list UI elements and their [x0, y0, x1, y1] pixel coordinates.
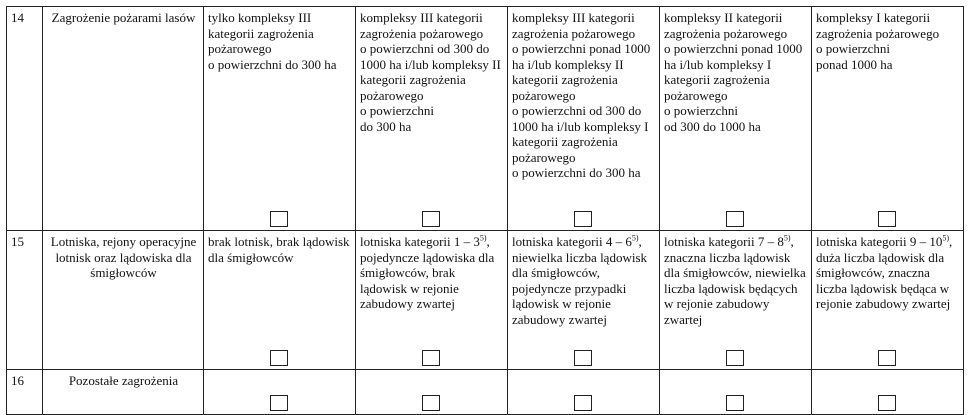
level-cell	[204, 231, 356, 370]
table-row	[7, 231, 964, 370]
level-checkbox[interactable]	[726, 211, 744, 227]
level-checkbox[interactable]	[422, 350, 440, 366]
level-cell	[204, 370, 356, 415]
threat-name: Zagrożenie pożarami lasów	[43, 7, 204, 231]
footnote-ref: 5)	[479, 233, 487, 243]
level-cell	[812, 7, 964, 231]
level-checkbox[interactable]	[878, 350, 896, 366]
level-checkbox[interactable]	[574, 395, 592, 411]
threat-name: Lotniska, rejony operacyjne lotnisk oraz lądowiska dla śmigłowców	[43, 231, 204, 370]
level-cell	[812, 370, 964, 415]
level-description: brak lotnisk, brak lądowisk dla śmigłowców	[208, 234, 350, 265]
level-checkbox[interactable]	[270, 211, 288, 227]
level-description: kompleksy I kategorii zagrożenia pożarowego o powierzchni ponad 1000 ha	[816, 10, 940, 72]
level-cell	[812, 231, 964, 370]
level-checkbox[interactable]	[878, 211, 896, 227]
level-cell	[660, 370, 812, 415]
footnote-ref: 5)	[783, 233, 791, 243]
row-number: 16	[7, 370, 43, 415]
level-description: lotniska kategorii 9 – 10$^{5)}$, duża liczba lądowisk dla śmigłowców, znaczna liczba lądowisk będąca w rejonie zabudowy zwartej	[816, 233, 953, 311]
level-cell	[356, 370, 508, 415]
footnote-ref: 5)	[631, 233, 639, 243]
level-cell	[204, 7, 356, 231]
level-description: tylko kompleksy III kategorii zagrożenia pożarowego o powierzchni do 300 ha	[208, 10, 337, 72]
level-checkbox[interactable]	[574, 211, 592, 227]
level-cell	[508, 370, 660, 415]
level-checkbox[interactable]	[270, 350, 288, 366]
level-cell	[660, 231, 812, 370]
level-checkbox[interactable]	[422, 211, 440, 227]
level-description: lotniska kategorii 7 – 8$^{5)}$, znaczna liczba lądowisk dla śmigłowców, niewielka liczba lądowisk będących w rejonie zabudowy zwartej	[664, 233, 806, 327]
level-cell	[660, 7, 812, 231]
level-description: kompleksy III kategorii zagrożenia pożarowego o powierzchni od 300 do 1000 ha i/lub kompleksy II kategorii zagrożenia pożarowego o powierzchni do 300 ha	[360, 10, 501, 134]
level-checkbox[interactable]	[270, 395, 288, 411]
level-checkbox[interactable]	[726, 395, 744, 411]
level-description: lotniska kategorii 1 – 3$^{5)}$, pojedyncze lądowiska dla śmigłowców, brak lądowisk w rejonie zabudowy zwartej	[360, 233, 495, 311]
level-checkbox[interactable]	[878, 395, 896, 411]
level-cell	[508, 231, 660, 370]
level-cell	[356, 7, 508, 231]
level-description: lotniska kategorii 4 – 6$^{5)}$, niewielka liczba lądowisk dla śmigłowców, pojedyncze przypadki lądowisk w rejonie zabudowy zwartej	[512, 233, 648, 327]
level-description: kompleksy III kategorii zagrożenia pożarowego o powierzchni ponad 1000 ha i/lub kompleksy II kategorii zagrożenia pożarowego o powierzchni od 300 do 1000 ha i/lub kompleksy I kategorii zagrożenia pożarowego o powierzchni do 300 ha	[512, 10, 651, 180]
level-cell	[508, 7, 660, 231]
row-number: 15	[7, 231, 43, 370]
row-number: 14	[7, 7, 43, 231]
level-cell	[356, 231, 508, 370]
level-checkbox[interactable]	[574, 350, 592, 366]
level-checkbox[interactable]	[726, 350, 744, 366]
table-row	[7, 7, 964, 231]
threat-assessment-table	[6, 6, 964, 415]
threat-name: Pozostałe zagrożenia	[43, 370, 204, 415]
table-row	[7, 370, 964, 415]
footnote-ref: 5)	[942, 233, 950, 243]
level-checkbox[interactable]	[422, 395, 440, 411]
level-description: kompleksy II kategorii zagrożenia pożarowego o powierzchni ponad 1000 ha i/lub kompleksy I kategorii zagrożenia pożarowego o powierzchni od 300 do 1000 ha	[664, 10, 803, 134]
